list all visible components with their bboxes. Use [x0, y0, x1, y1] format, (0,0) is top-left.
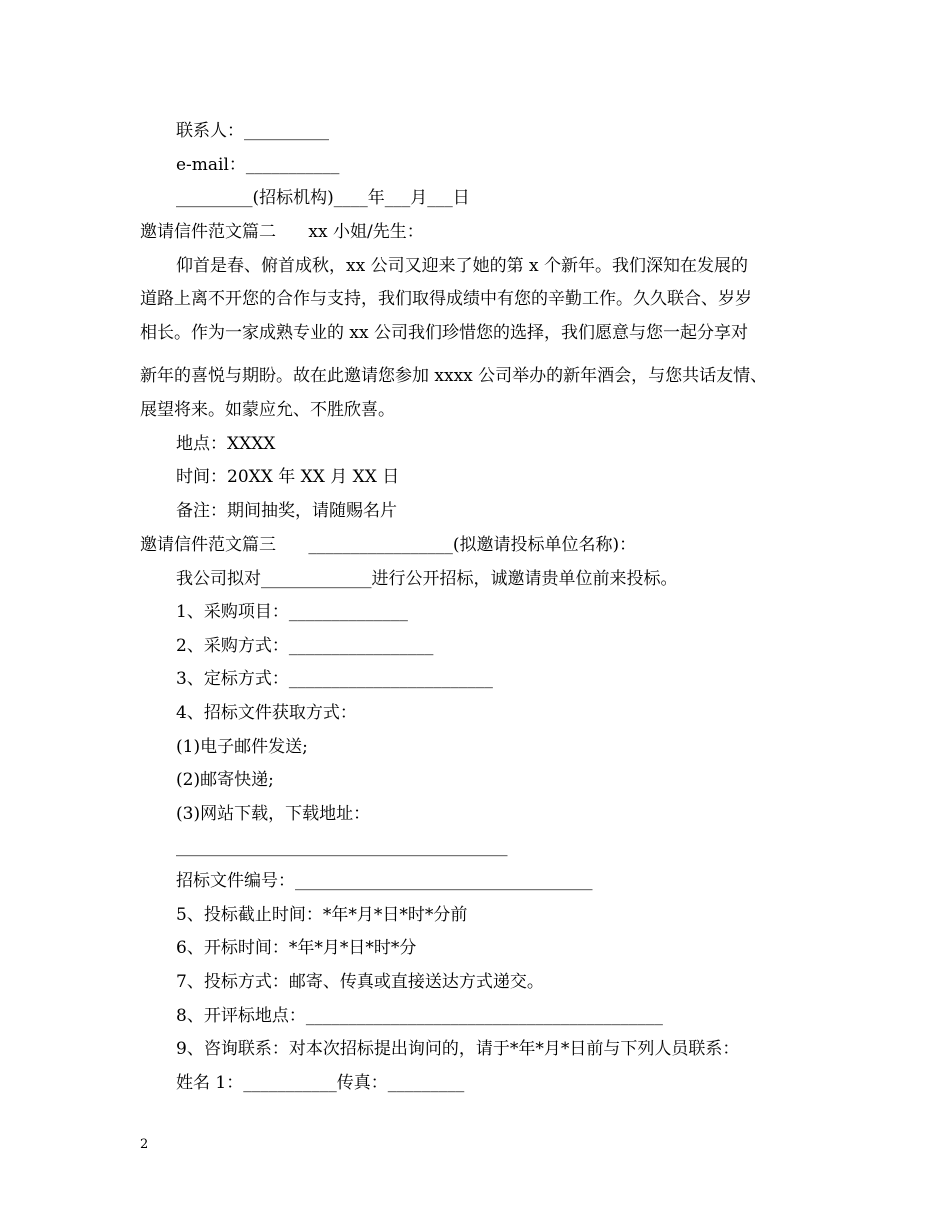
list-item: (2)邮寄快递; — [176, 770, 274, 790]
agency-date-line: _________(招标机构)____年___月___日 — [176, 188, 470, 208]
list-item: 7、投标方式：邮寄、传真或直接送达方式递交。 — [176, 972, 544, 992]
list-item: 9、咨询联系：对本次招标提出询问的，请于*年*月*日前与下列人员联系： — [176, 1039, 740, 1059]
paragraph-line: 我公司拟对_____________进行公开招标，诚邀请贵单位前来投标。 — [176, 569, 678, 589]
paragraph-line: 新年的喜悦与期盼。故在此邀请您参加 xxxx 公司举办的新年酒会，与您共话友情、 — [140, 366, 768, 386]
list-item: 4、招标文件获取方式： — [176, 703, 357, 723]
paragraph-line: 展望将来。如蒙应允、不胜欣喜。 — [140, 400, 395, 420]
section-heading-3: 邀请信件范文篇三 _________________(拟邀请投标单位名称)： — [140, 535, 637, 555]
list-item: 姓名 1：___________传真：_________ — [176, 1073, 465, 1093]
contact-person-line: 联系人：__________ — [176, 121, 329, 141]
time-line: 时间：20XX 年 XX 月 XX 日 — [176, 467, 400, 487]
paragraph-line: 仰首是春、俯首成秋，xx 公司又迎来了她的第 x 个新年。我们深知在发展的 — [176, 256, 748, 276]
remark-line: 备注：期间抽奖，请随赐名片 — [176, 501, 397, 521]
list-item: 3、定标方式：________________________ — [176, 669, 493, 689]
list-item: 8、开评标地点：__________________________________________ — [176, 1006, 663, 1026]
list-item: 5、投标截止时间：*年*月*日*时*分前 — [176, 905, 468, 925]
list-item: 2、采购方式：_________________ — [176, 636, 434, 656]
email-line: e-mail：___________ — [176, 155, 340, 175]
list-item: 6、开标时间：*年*月*日*时*分 — [176, 938, 417, 958]
location-line: 地点：XXXX — [176, 434, 276, 454]
paragraph-line: 相长。作为一家成熟专业的 xx 公司我们珍惜您的选择，我们愿意与您一起分享对 — [140, 323, 748, 343]
section-heading-2: 邀请信件范文篇二 xx 小姐/先生： — [140, 222, 424, 242]
list-item: (3)网站下载，下载地址： — [176, 804, 371, 824]
list-item: (1)电子邮件发送; — [176, 737, 308, 757]
list-item: 招标文件编号：___________________________________ — [176, 871, 593, 891]
paragraph-line: 道路上离不开您的合作与支持，我们取得成绩中有您的辛勤工作。久久联合、岁岁 — [140, 289, 752, 309]
page-number: 2 — [140, 1137, 149, 1152]
list-item: 1、采购项目：______________ — [176, 602, 408, 622]
download-address-blank: _______________________________________ — [176, 837, 508, 857]
